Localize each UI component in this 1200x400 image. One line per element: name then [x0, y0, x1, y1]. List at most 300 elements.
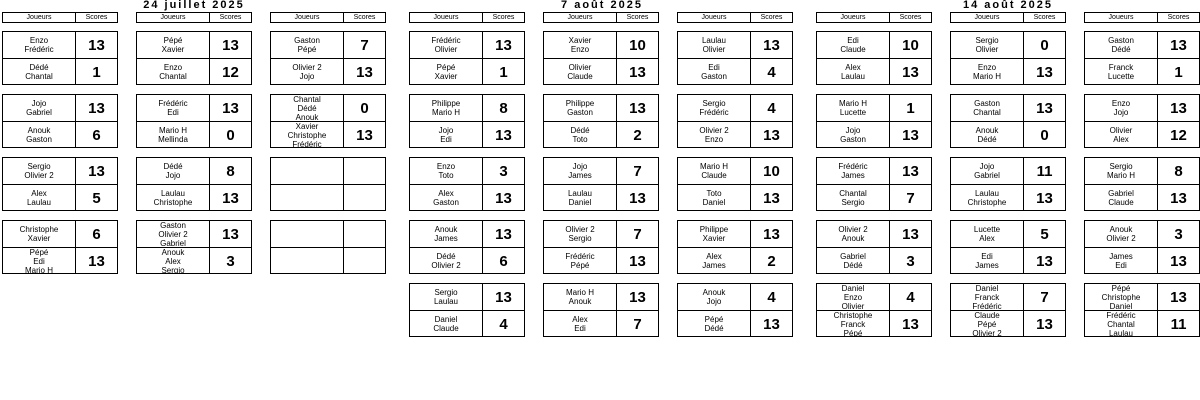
match-box: [543, 31, 659, 85]
team-score: 5: [92, 189, 101, 207]
team-players: [951, 32, 1024, 58]
player-name: Toto: [438, 171, 454, 180]
player-name: Edi: [574, 324, 586, 333]
team-players: [410, 311, 483, 337]
match-box: [543, 220, 659, 274]
match-box: [543, 94, 659, 148]
column-header: [409, 12, 525, 23]
team-row: [410, 284, 524, 310]
team-players: [137, 32, 210, 58]
player-name: Pépé: [704, 315, 724, 324]
team-score: 13: [495, 189, 512, 207]
team-score: 13: [222, 189, 239, 207]
team-score: 13: [88, 36, 105, 54]
player-name: Gaston: [294, 36, 320, 45]
scores-header: Scores: [1033, 14, 1056, 21]
team-players: [544, 311, 617, 337]
team-score: 13: [495, 288, 512, 306]
column-header: [543, 12, 659, 23]
players-header: Joueurs: [951, 13, 1024, 22]
team-row: [271, 221, 385, 247]
team-players: [410, 284, 483, 310]
player-name: Enzo: [843, 292, 863, 302]
players-header: Joueurs: [817, 13, 890, 22]
match-box: [136, 31, 252, 85]
match-box: [677, 31, 793, 85]
team-score: 13: [763, 189, 780, 207]
player-name: Enzo: [29, 36, 49, 45]
team-score: 13: [1036, 315, 1053, 333]
team-row: [544, 121, 658, 148]
team-score: 7: [906, 189, 915, 207]
team-row: [1085, 58, 1199, 85]
team-score: 13: [763, 225, 780, 243]
team-row: [544, 32, 658, 58]
team-row: [1085, 158, 1199, 184]
player-name: Anouk: [841, 234, 865, 243]
team-score: 13: [1170, 252, 1187, 270]
match-column: [136, 12, 252, 274]
team-players: [951, 59, 1024, 85]
player-name: Sergio: [568, 234, 592, 243]
player-name: Jojo: [299, 72, 315, 81]
team-score: 2: [633, 126, 642, 144]
player-name: Claude: [701, 171, 727, 180]
team-row: [3, 32, 117, 58]
players-header: Joueurs: [137, 13, 210, 22]
team-players: [817, 185, 890, 211]
team-row: [817, 32, 931, 58]
match-box: [270, 31, 386, 85]
player-name: Edi: [708, 63, 720, 72]
match-column: [816, 12, 932, 337]
team-players: [817, 311, 890, 337]
player-name: Gaston: [160, 221, 186, 230]
team-score: 13: [763, 126, 780, 144]
player-name: Christophe: [1101, 292, 1141, 302]
scores-header: Scores: [626, 14, 649, 21]
team-row: [678, 221, 792, 247]
team-row: [678, 247, 792, 274]
team-score: 13: [1036, 99, 1053, 117]
player-name: Pépé: [297, 45, 317, 54]
player-name: Dédé: [843, 261, 863, 270]
player-name: Olivier 2: [972, 328, 1002, 337]
player-name: Gaston: [840, 135, 866, 144]
player-name: Anouk: [568, 297, 592, 306]
player-name: Xavier: [27, 234, 51, 243]
team-row: [3, 221, 117, 247]
day-date-title: 24 juillet 2025: [143, 0, 245, 11]
team-players: [137, 122, 210, 148]
match-box: [816, 94, 932, 148]
player-name: Dédé: [570, 126, 590, 135]
team-row: [817, 158, 931, 184]
player-name: Philippe: [699, 225, 729, 234]
team-players: [137, 248, 210, 274]
player-name: Jojo: [979, 162, 995, 171]
player-name: Mario H: [158, 126, 187, 135]
player-name: Claude: [840, 45, 866, 54]
team-row: [1085, 95, 1199, 121]
match-box: [816, 220, 932, 274]
team-score: 6: [92, 225, 101, 243]
player-name: Xavier: [161, 45, 185, 54]
player-name: Mario H: [565, 288, 594, 297]
team-score: 10: [629, 36, 646, 54]
team-row: [271, 32, 385, 58]
player-name: James: [975, 261, 999, 270]
match-box: [136, 94, 252, 148]
team-players: [951, 158, 1024, 184]
team-row: [951, 284, 1065, 310]
player-name: Frédéric: [1106, 311, 1136, 320]
team-players: [817, 59, 890, 85]
team-score: 13: [495, 126, 512, 144]
team-score: 13: [902, 63, 919, 81]
player-name: Daniel: [434, 315, 458, 324]
team-players: [410, 248, 483, 274]
team-row: [3, 58, 117, 85]
player-name: Sergio: [434, 288, 458, 297]
player-name: James: [434, 234, 458, 243]
team-players: [271, 122, 344, 148]
team-score: 7: [633, 162, 642, 180]
match-box: [2, 94, 118, 148]
team-players: [951, 311, 1024, 337]
player-name: Edi: [1115, 261, 1127, 270]
team-row: [1085, 310, 1199, 337]
team-players: [544, 185, 617, 211]
team-row: [1085, 284, 1199, 310]
team-row: [137, 58, 251, 85]
match-box: [2, 157, 118, 211]
team-row: [544, 247, 658, 274]
match-box: [677, 94, 793, 148]
team-row: [678, 184, 792, 211]
player-name: Dédé: [163, 162, 183, 171]
team-players: [1085, 284, 1158, 310]
player-name: James: [841, 171, 865, 180]
team-row: [410, 121, 524, 148]
match-box: [136, 157, 252, 211]
team-players: [817, 95, 890, 121]
team-score: 13: [629, 99, 646, 117]
team-players: [544, 59, 617, 85]
team-row: [678, 95, 792, 121]
players-header: Joueurs: [1085, 13, 1158, 22]
player-name: Olivier 2: [158, 229, 188, 239]
team-row: [1085, 121, 1199, 148]
player-name: Sergio: [27, 162, 51, 171]
team-row: [817, 221, 931, 247]
team-players: [951, 248, 1024, 274]
team-score: 11: [1170, 315, 1187, 333]
team-row: [410, 32, 524, 58]
player-name: Mario H: [24, 265, 53, 274]
match-column: [677, 12, 793, 333]
player-name: Laulau: [840, 72, 866, 81]
team-players: [951, 122, 1024, 148]
match-column: [409, 12, 525, 333]
team-players: [678, 32, 751, 58]
scores-header: Scores: [85, 14, 108, 21]
team-row: [271, 95, 385, 121]
team-row: [951, 95, 1065, 121]
player-name: Gaston: [26, 135, 52, 144]
team-row: [137, 95, 251, 121]
player-name: Sergio: [1109, 162, 1133, 171]
team-row: [817, 58, 931, 85]
team-row: [678, 121, 792, 148]
team-score: 13: [902, 225, 919, 243]
player-name: Enzo: [704, 135, 724, 144]
player-name: Anouk: [975, 126, 999, 135]
team-players: [951, 221, 1024, 247]
team-row: [3, 121, 117, 148]
player-name: Pépé: [843, 328, 863, 337]
team-score: 13: [1036, 189, 1053, 207]
team-players: [817, 32, 890, 58]
player-name: Jojo: [572, 162, 588, 171]
team-score: 13: [222, 99, 239, 117]
player-name: Christophe: [967, 198, 1007, 207]
player-name: Daniel: [568, 198, 592, 207]
team-score: 4: [767, 99, 776, 117]
team-score: 8: [226, 162, 235, 180]
team-row: [271, 184, 385, 211]
team-players: [3, 95, 76, 121]
player-name: Gaston: [567, 108, 593, 117]
player-name: Anouk: [27, 126, 51, 135]
team-row: [817, 284, 931, 310]
team-row: [951, 58, 1065, 85]
match-box: [950, 157, 1066, 211]
team-score: [344, 248, 385, 274]
team-score: 13: [629, 189, 646, 207]
team-players: [137, 95, 210, 121]
player-name: Dédé: [1111, 45, 1131, 54]
player-name: Jojo: [706, 297, 722, 306]
team-row: [271, 158, 385, 184]
player-name: Gabriel: [26, 108, 52, 117]
player-name: James: [702, 261, 726, 270]
team-players: [817, 158, 890, 184]
match-box: [677, 157, 793, 211]
player-name: Jojo: [31, 99, 47, 108]
match-box: [950, 220, 1066, 274]
team-players: [137, 59, 210, 85]
team-score: 7: [360, 36, 369, 54]
team-score: 0: [1040, 36, 1049, 54]
match-box: [1084, 283, 1200, 337]
player-name: Alex: [845, 63, 861, 72]
player-name: Xavier: [702, 234, 726, 243]
match-box: [2, 220, 118, 274]
team-score: [344, 158, 385, 184]
team-score: 13: [1036, 252, 1053, 270]
player-name: Mario H: [1106, 171, 1135, 180]
column-header: [270, 12, 386, 23]
player-name: Chantal: [159, 72, 187, 81]
scores-header: Scores: [1167, 14, 1190, 21]
player-name: Philippe: [431, 99, 461, 108]
team-players: [3, 158, 76, 184]
scores-header: Scores: [760, 14, 783, 21]
player-name: Chantal: [1107, 319, 1135, 329]
team-score: 8: [1174, 162, 1183, 180]
team-row: [410, 184, 524, 211]
team-players: [817, 221, 890, 247]
team-row: [137, 121, 251, 148]
player-name: Edi: [847, 36, 859, 45]
match-box: [1084, 94, 1200, 148]
player-name: Chantal: [293, 95, 321, 104]
player-name: Gaston: [433, 198, 459, 207]
player-name: Olivier: [1109, 126, 1133, 135]
match-box: [950, 94, 1066, 148]
player-name: James: [1109, 252, 1133, 261]
team-score: 12: [1170, 126, 1187, 144]
team-players: [271, 248, 344, 274]
team-row: [544, 284, 658, 310]
match-box: [270, 157, 386, 211]
team-row: [410, 310, 524, 337]
team-players: [137, 221, 210, 247]
player-name: Olivier: [702, 45, 726, 54]
player-name: Toto: [572, 135, 588, 144]
team-row: [678, 58, 792, 85]
team-players: [817, 248, 890, 274]
team-score: 13: [629, 63, 646, 81]
match-box: [950, 283, 1066, 337]
player-name: Frédéric: [431, 36, 461, 45]
team-score: 13: [1170, 36, 1187, 54]
players-header: Joueurs: [271, 13, 344, 22]
team-score: 1: [499, 63, 508, 81]
player-name: Toto: [706, 189, 722, 198]
team-row: [271, 247, 385, 274]
team-score: 2: [767, 252, 776, 270]
team-players: [3, 122, 76, 148]
player-name: Dédé: [297, 103, 317, 113]
player-name: Sergio: [702, 99, 726, 108]
player-name: Olivier 2: [699, 126, 729, 135]
player-name: Frédéric: [972, 301, 1002, 310]
team-score: 3: [226, 252, 235, 270]
player-name: Gabriel: [974, 171, 1000, 180]
match-box: [543, 283, 659, 337]
player-name: Gabriel: [160, 238, 186, 247]
player-name: Pépé: [1111, 284, 1131, 293]
player-name: Gaston: [974, 99, 1000, 108]
player-name: Edi: [981, 252, 993, 261]
player-name: Dédé: [977, 135, 997, 144]
team-row: [3, 247, 117, 274]
team-players: [1085, 59, 1158, 85]
player-name: Anouk: [161, 248, 185, 257]
team-players: [951, 185, 1024, 211]
team-row: [678, 158, 792, 184]
team-score: 4: [767, 288, 776, 306]
team-players: [678, 284, 751, 310]
player-name: Philippe: [565, 99, 595, 108]
player-name: Laulau: [1108, 328, 1134, 337]
player-name: Dédé: [29, 63, 49, 72]
column-header: [677, 12, 793, 23]
team-players: [951, 284, 1024, 310]
team-row: [951, 158, 1065, 184]
match-box: [409, 283, 525, 337]
team-players: [678, 59, 751, 85]
team-score: 13: [1170, 99, 1187, 117]
match-box: [1084, 157, 1200, 211]
team-players: [951, 95, 1024, 121]
player-name: Jojo: [845, 126, 861, 135]
scores-header: Scores: [899, 14, 922, 21]
player-name: Alex: [979, 234, 995, 243]
player-name: Mario H: [838, 99, 867, 108]
player-name: Pépé: [436, 63, 456, 72]
team-row: [410, 158, 524, 184]
team-score: 13: [1036, 63, 1053, 81]
player-name: Chantal: [25, 72, 53, 81]
players-header: Joueurs: [544, 13, 617, 22]
column-header: [136, 12, 252, 23]
team-players: [1085, 32, 1158, 58]
team-score: 5: [1040, 225, 1049, 243]
team-players: [410, 32, 483, 58]
player-name: Gaston: [1108, 36, 1134, 45]
team-row: [544, 221, 658, 247]
player-name: Christophe: [287, 130, 327, 140]
player-name: Mario H: [972, 72, 1001, 81]
player-name: Frédéric: [24, 45, 54, 54]
player-name: Chantal: [839, 189, 867, 198]
team-row: [271, 58, 385, 85]
team-row: [678, 32, 792, 58]
team-players: [1085, 185, 1158, 211]
team-score: 13: [1170, 288, 1187, 306]
player-name: Sergio: [841, 198, 865, 207]
team-score: 11: [1036, 162, 1053, 180]
match-column: [950, 12, 1066, 337]
team-players: [271, 158, 344, 184]
match-box: [543, 157, 659, 211]
team-score: 7: [1040, 288, 1049, 306]
match-box: [136, 220, 252, 274]
player-name: Alex: [165, 256, 181, 266]
team-row: [1085, 247, 1199, 274]
player-name: Alex: [31, 189, 47, 198]
team-players: [410, 221, 483, 247]
match-box: [816, 283, 932, 337]
team-players: [544, 284, 617, 310]
scores-header: Scores: [353, 14, 376, 21]
player-name: Lucette: [1107, 72, 1135, 81]
team-row: [1085, 221, 1199, 247]
team-score: 8: [499, 99, 508, 117]
team-players: [678, 158, 751, 184]
team-row: [817, 121, 931, 148]
column-header: [950, 12, 1066, 23]
player-name: James: [568, 171, 592, 180]
player-name: Frédéric: [699, 108, 729, 117]
scores-header: Scores: [219, 14, 242, 21]
team-players: [3, 185, 76, 211]
player-name: Christophe: [153, 198, 193, 207]
team-score: 13: [629, 288, 646, 306]
